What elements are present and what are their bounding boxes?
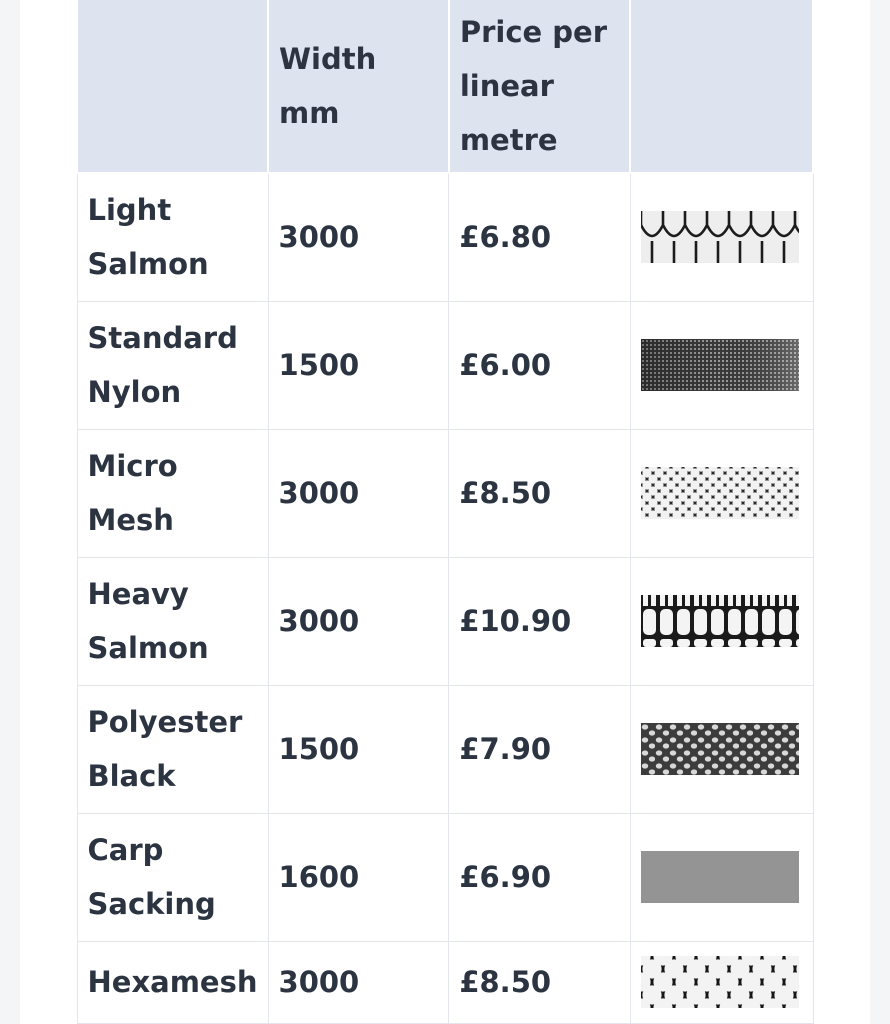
header-price: Price per linear metre [449,0,630,173]
row-swatch-cell [630,813,813,941]
heavy-salmon-mesh-swatch [641,595,799,647]
micro-mesh-swatch [641,467,799,519]
table-row [77,173,813,301]
header-name [77,0,268,173]
page [20,0,870,1024]
row-width: 3000 [268,173,449,301]
row-name: Carp Sacking [77,813,268,941]
row-width: 1500 [268,301,449,429]
table-row [77,301,813,429]
row-name: Standard Nylon [77,301,268,429]
row-name: Light Salmon [77,173,268,301]
row-swatch-cell [630,557,813,685]
row-price: £6.00 [449,301,630,429]
row-price: £6.80 [449,173,630,301]
row-swatch-cell [630,685,813,813]
header-image [630,0,813,173]
row-width: 1500 [268,685,449,813]
table-row [77,685,813,813]
table-row [77,429,813,557]
row-price: £8.50 [449,941,630,1023]
row-name: Hexamesh [77,941,268,1023]
table-row [77,941,813,1023]
polyester-black-mesh-swatch [641,723,799,775]
row-width: 3000 [268,941,449,1023]
row-width: 3000 [268,429,449,557]
header-width: Width mm [268,0,449,173]
row-swatch-cell [630,941,813,1023]
standard-nylon-mesh-swatch [641,339,799,391]
table-row [77,557,813,685]
table-row [77,813,813,941]
hexamesh-swatch [641,956,799,1008]
row-width: 1600 [268,813,449,941]
table-header-row [77,0,813,173]
mesh-price-table [76,0,814,1024]
row-swatch-cell [630,429,813,557]
row-price: £6.90 [449,813,630,941]
row-name: Polyester Black [77,685,268,813]
row-name: Micro Mesh [77,429,268,557]
row-name: Heavy Salmon [77,557,268,685]
row-price: £10.90 [449,557,630,685]
row-width: 3000 [268,557,449,685]
light-salmon-mesh-swatch [641,211,799,263]
row-swatch-cell [630,301,813,429]
row-price: £7.90 [449,685,630,813]
carp-sacking-swatch [641,851,799,903]
row-price: £8.50 [449,429,630,557]
row-swatch-cell [630,173,813,301]
